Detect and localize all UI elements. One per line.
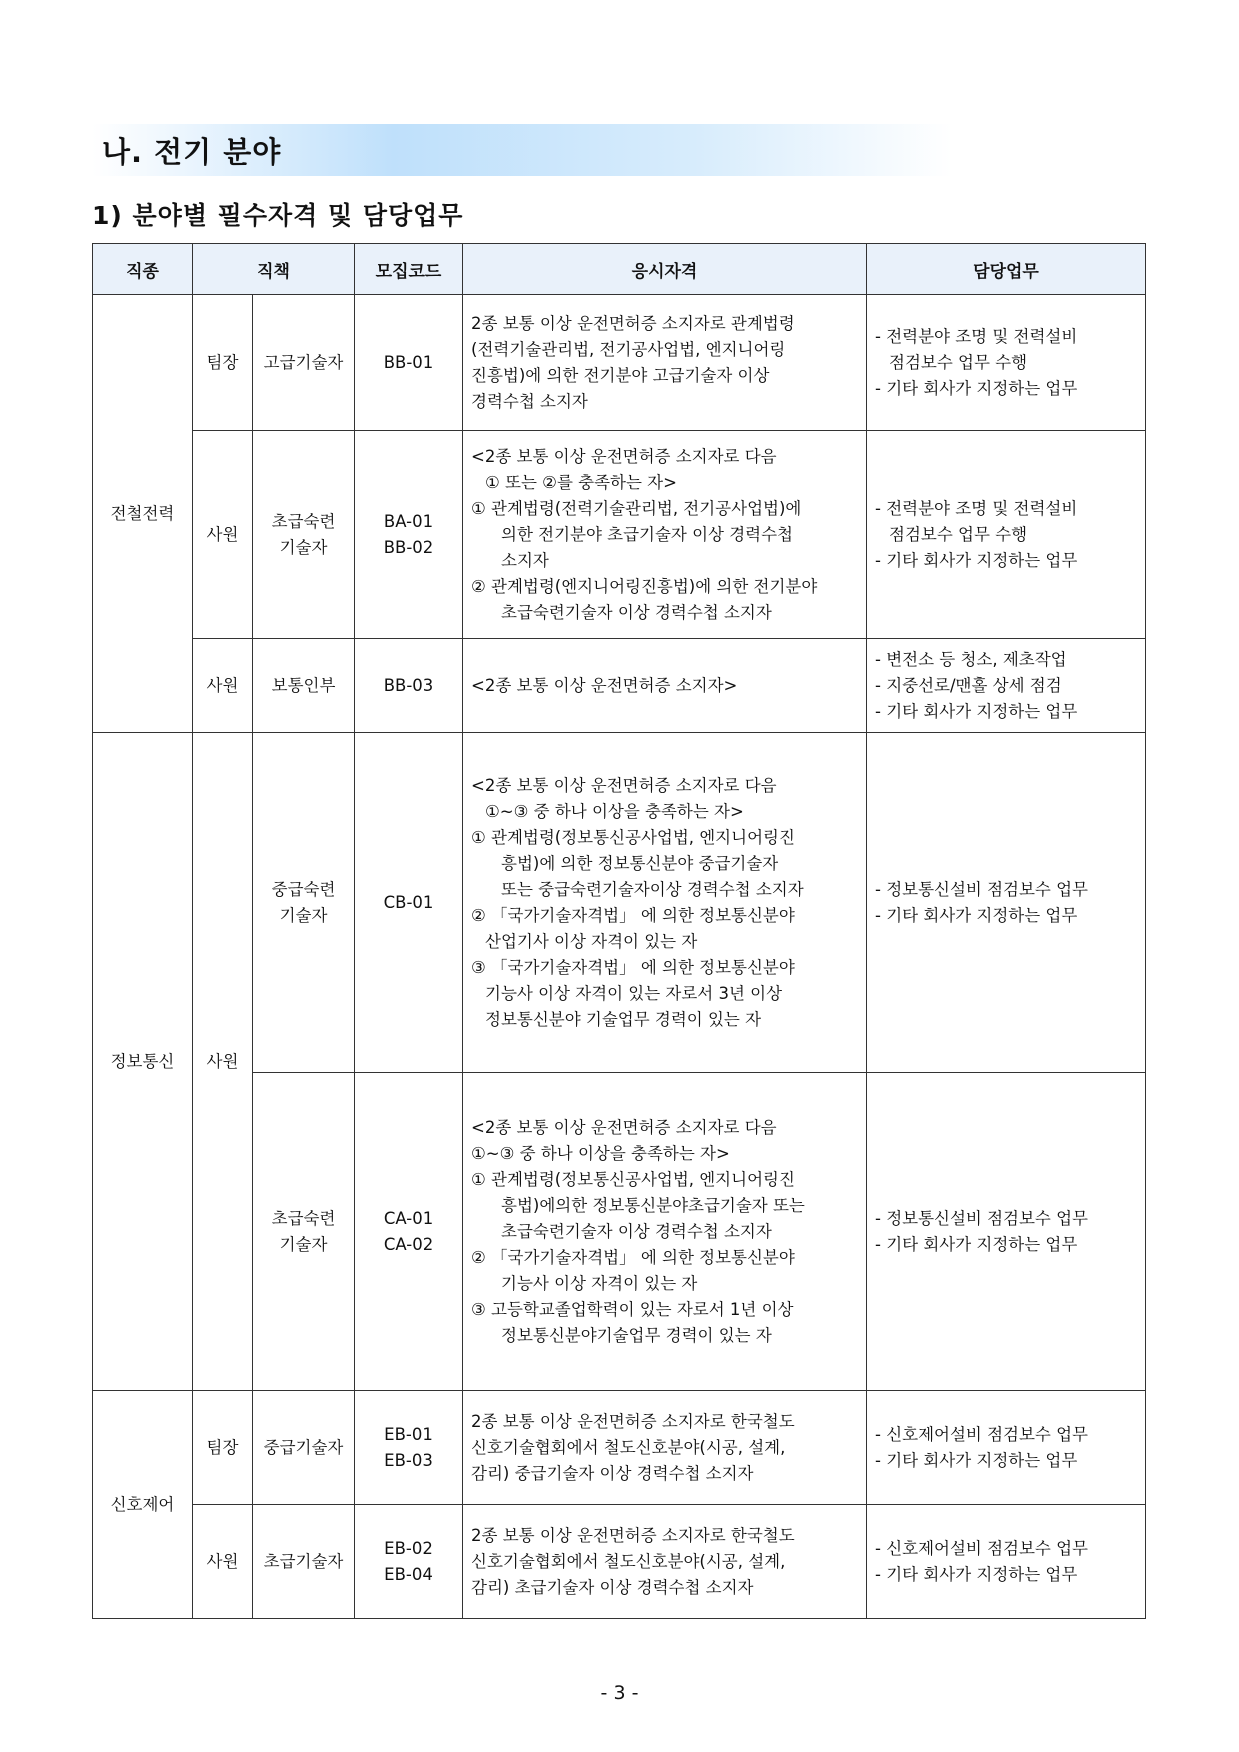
code-cell: EB-02 EB-04 [355,1505,463,1619]
rank-cell: 보통인부 [253,639,355,733]
header-qual: 응시자격 [463,244,867,295]
duty-cell: - 정보통신설비 점검보수 업무 - 기타 회사가 지정하는 업무 [867,1073,1146,1391]
table-header-row [93,244,1146,295]
duty-cell: - 정보통신설비 점검보수 업무 - 기타 회사가 지정하는 업무 [867,733,1146,1073]
rank-cell: 중급숙련 기술자 [253,733,355,1073]
table-row [93,295,1146,431]
position-cell: 사원 [193,639,253,733]
rank-cell: 초급숙련 기술자 [253,1073,355,1391]
qualification-table [92,243,1146,1619]
code-cell: BB-03 [355,639,463,733]
table-row [93,431,1146,639]
duty-cell: - 신호제어설비 점검보수 업무 - 기타 회사가 지정하는 업무 [867,1391,1146,1505]
position-cell: 팀장 [193,1391,253,1505]
position-cell: 사원 [193,733,253,1391]
rank-cell: 초급숙련 기술자 [253,431,355,639]
qual-cell: <2종 보통 이상 운전면허증 소지자> [463,639,867,733]
duty-cell: - 전력분야 조명 및 전력설비 점검보수 업무 수행 - 기타 회사가 지정하는 업무 [867,295,1146,431]
qual-cell: 2종 보통 이상 운전면허증 소지자로 한국철도 신호기술협회에서 철도신호분야(시공, 설계, 감리) 초급기술자 이상 경력수첩 소지자 [463,1505,867,1619]
code-cell: CA-01 CA-02 [355,1073,463,1391]
qual-cell: <2종 보통 이상 운전면허증 소지자로 다음 ①~③ 중 하나 이상을 충족하는 자> ① 관계법령(정보통신공사업법, 엔지니어링진 흥법)에 의한 정보통신분야 중급기술자 또는 중급숙련기술자이상 경력수첩 소지자 ② 「국가기술자격법」 에 의한 정보통신분야 산업기사 이상 자격이 있는 자 ③ 「국가기술자격법」 에 의한 정보통신분야 기능사 이상 자격이 있는 자로서 3년 이상 정보통신분야 기술업무 경력이 있는 자 [463,733,867,1073]
header-jikjong: 직종 [93,244,193,295]
position-cell: 사원 [193,1505,253,1619]
qual-cell: 2종 보통 이상 운전면허증 소지자로 관계법령 (전력기술관리법, 전기공사업법, 엔지니어링 진흥법)에 의한 전기분야 고급기술자 이상 경력수첩 소지자 [463,295,867,431]
code-cell: BB-01 [355,295,463,431]
position-cell: 사원 [193,431,253,639]
qual-cell: 2종 보통 이상 운전면허증 소지자로 한국철도 신호기술협회에서 철도신호분야(시공, 설계, 감리) 중급기술자 이상 경력수첩 소지자 [463,1391,867,1505]
table-row [93,1505,1146,1619]
page-number: - 3 - [600,1682,639,1704]
rank-cell: 초급기술자 [253,1505,355,1619]
table-row [93,639,1146,733]
code-cell: CB-01 [355,733,463,1073]
duty-cell: - 변전소 등 청소, 제초작업 - 지중선로/맨홀 상세 점검 - 기타 회사가 지정하는 업무 [867,639,1146,733]
qual-cell: <2종 보통 이상 운전면허증 소지자로 다음 ① 또는 ②를 충족하는 자> ① 관계법령(전력기술관리법, 전기공사업법)에 의한 전기분야 초급기술자 이상 경력수첩 소지자 ② 관계법령(엔지니어링진흥법)에 의한 전기분야 초급숙련기술자 이상 경력수첩 소지자 [463,431,867,639]
rank-cell: 중급기술자 [253,1391,355,1505]
duty-cell: - 신호제어설비 점검보수 업무 - 기타 회사가 지정하는 업무 [867,1505,1146,1619]
header-duty: 담당업무 [867,244,1146,295]
group-cell: 정보통신 [93,733,193,1391]
group-cell: 신호제어 [93,1391,193,1619]
header-code: 모집코드 [355,244,463,295]
position-cell: 팀장 [193,295,253,431]
section-title: 나. 전기 분야 [102,135,282,169]
rank-cell: 고급기술자 [253,295,355,431]
group-cell: 전철전력 [93,295,193,733]
code-cell: EB-01 EB-03 [355,1391,463,1505]
qual-cell: <2종 보통 이상 운전면허증 소지자로 다음 ①~③ 중 하나 이상을 충족하는 자> ① 관계법령(정보통신공사업법, 엔지니어링진 흥법)에의한 정보통신분야초급기술자 또는 초급숙련기술자 이상 경력수첩 소지자 ② 「국가기술자격법」 에 의한 정보통신분야 기능사 이상 자격이 있는 자 ③ 고등학교졸업학력이 있는 자로서 1년 이상 정보통신분야기술업무 경력이 있는 자 [463,1073,867,1391]
code-cell: BA-01 BB-02 [355,431,463,639]
table-row [93,733,1146,1073]
header-jikchaek: 직책 [193,244,355,295]
sub-title: 1) 분야별 필수자격 및 담당업무 [92,201,464,230]
table-row [93,1391,1146,1505]
duty-cell: - 전력분야 조명 및 전력설비 점검보수 업무 수행 - 기타 회사가 지정하는 업무 [867,431,1146,639]
